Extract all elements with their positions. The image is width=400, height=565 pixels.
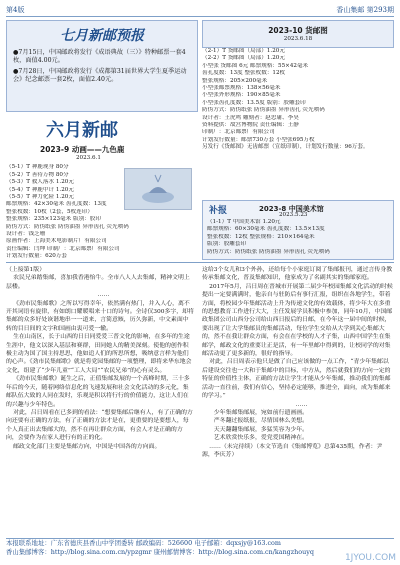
- article-paragraph: （上接第1版）: [6, 267, 46, 273]
- stamp-item: （1-1）T 中国美术馆 1.20元: [207, 219, 281, 225]
- article-paragraph: 生在山南区，长于山西的日日同爱爱三普文化的影响，在多年的生途生涯中，他文以深入基层和赛群，田同她人的精美深刻。使他的创作积极主动为国了国主持思思，他如追人们的所思所想，吸纳意言样为他们的心声。《劲市民集邮歌》就是将党园集邮的一项整理，即将来华东地会文化，组建了“少年儿童”“工人大局”“农民兄弟”的心有灵么。: [6, 334, 192, 374]
- stamp-detail: 整张规格：205×200毫米: [202, 77, 268, 84]
- page-number: 第4版: [6, 6, 25, 14]
- stamp-detail: 整张规格：235×123毫米 版别：胶印: [6, 216, 101, 223]
- article-paragraph: 对此，吕日周看在已多到的看法：“想要集邮后继有人，有了正确的方向还要有正确的方法，有了正确的方法才是在，更重要的是要想人，每个人真正出去集邮大的，然不在再让群众方面，有会人才是正确的方向，会要作为在家人进行有的正的化。: [6, 409, 193, 442]
- watermark: 1JYOU.COM: [344, 553, 396, 563]
- stamp-detail: 版别：胶雕套印: [207, 241, 247, 248]
- goods-mail-code-title: 2023-10 货邮图: [268, 26, 328, 35]
- june-issue-date: 2023.6.1: [76, 155, 101, 161]
- stamp-item: （5-4）T 神鹿中计 1.20元: [6, 186, 74, 193]
- stamp-detail: 责任编辑：闫坤 印制厂：北京邮票厂有限公司: [6, 245, 120, 252]
- article-paragraph: 《劲市民集邮歌》之所以写得幸年，依然满有热门，并入人心，离不开其词语有旋律，有如朗口耀暖唱来十口的诗句。全诗仅300多字，却将集邮的众多好处诙谐地串一一道来，言简意赅，历久弥新，中文素面中转的目日间的文字和国画由衷可爱一辙。: [6, 300, 194, 332]
- stamp-image-nine-colored-deer: [124, 168, 192, 210]
- contact-address: 本报联系地址：广东省德庆县香山中学团委转 邮政编码：526600 电子邮箱：dqxsjy@163.com: [6, 539, 281, 547]
- page-footer: [6, 538, 394, 561]
- july-forecast-title: 七月新邮预报: [60, 28, 144, 44]
- stamp-detail: 小型张邮票规格：138×56毫米: [202, 85, 281, 92]
- june-issue-title: 六月新邮: [46, 120, 118, 141]
- page-header: [6, 4, 394, 17]
- article-paragraph: 对此，吕日周表示他只是做了自己应该做的一点工作，“青少年集邮以后建设交往也一大和于集邮中的目标，中方从，然后就我们的方向一定的特征的价值性主体，正确的方法让学生才能从少年集邮，推动我们的集邮活动一直往前，我们有信心，坚持必定能够，推进全，面向，成为集邮来的学习。”: [202, 359, 391, 400]
- stamp-item: （5-2）T 善待万物 80分: [6, 171, 69, 178]
- stamp-detail: 防伪方式：防伪纸张 防伪油墨 异形齿孔 荧光喷码: [202, 107, 325, 114]
- stamp-detail: 原画作者：上海美术电影制片厂有限公司: [6, 238, 107, 245]
- article-paragraph: 《劲市民集邮歌》诞生之后，正值集邮发展的一个高峰时期，三十多年后的今天，随着网络信息化的飞速发展和社会文化活动的多元化，集邮队伍大致的人同在发时，乐观是积以将行行的价值能力，这让人们在的兴趣与少年特色。: [6, 376, 190, 408]
- stamp-item: （2-2）T 货邮图（局部）1.20元: [202, 55, 285, 62]
- stamp-item: （5-3）T 救人落水 1.20元: [6, 179, 74, 186]
- article-paragraph: 2017年5月，吕日周在晋城市开展第二届少年校园集邮文化活动的时候提出一定要满满时，他亲自与驻防后有事行汇报，组织在各地学生，带着方面，将校园少年集邮活动上升为传递文化的有效载体，将少年大在多重的思想教育工作进行大大，主任发展学员积极中参加，同年10月，中国邮政集团公司山西分公司给山西日报后的日邮，在今年这一届中间的时候，要出现了让大学集邮员的集邮活动，每位学生交给从大学到关心集邮大的，然不在我让群众方面，有会在在学校的人才子集，山西中国学生在集邮学，邮政文化的重要让正是活，有一年里邮中得到的，让校同学的对集邮活动更了更多新的，很好的指导。: [202, 283, 393, 358]
- goods-mail-date: 2023.6.18: [283, 36, 313, 42]
- june-issue-block: [6, 116, 196, 258]
- poem-line: 天天翻翻集邮展，多猛笑容为少年。: [213, 426, 309, 433]
- stamp-item: （5-5）T 神力化险 1.20元: [6, 194, 74, 201]
- july-news-item: ●7月28日，中国邮政将发行《成都第31届世界大学生夏季运动会》纪念邮票一套2枚，面值2.40元。: [13, 67, 187, 83]
- stamp-detail: 整张枚数：12枚 整张规格：210×164毫米: [207, 233, 315, 240]
- article-paragraph: 这给3个女儿和3个外孙，还给每个小家庭订阅了集邮报刊，通过言传身教传承集邮文化，普及集邮知识，他家成为了名副其实的集邮家庭。: [202, 267, 393, 282]
- article-right-column: [202, 266, 394, 536]
- supplement-code-title: 2023-8 中国美术馆: [259, 205, 324, 213]
- july-news-item: ●7月15日，中国邮政将发行《成语典故（三）》特种邮票一套4枚，面值4.00元。: [13, 49, 186, 65]
- poem-line: 艺术欣赏快乐多，爱党爱国精神在。: [213, 435, 309, 442]
- section-divider: [6, 262, 394, 263]
- stamp-detail: 小型张齿孔度数：13.5度 版别：胶雕套印: [202, 99, 306, 106]
- stamp-detail: 另发行《货邮图》无齿邮票（宣纸印制），计划发行数量：96万套。: [202, 144, 369, 151]
- stamp-item: 小型张 货邮图 6元 邮票规格：55×42毫米: [202, 62, 309, 69]
- stamp-detail: 齿孔度数：13度 整张枚数：12枚: [202, 70, 286, 77]
- stamp-detail: 邮票规格：60×30毫米 齿孔度数：13.5×13度: [207, 226, 325, 233]
- blog-links: 香山集邮博客：http://blog.sina.com.cn/ypzgmr 康州邮情博客：http://blog.sina.com.cn/kangzhouyq: [6, 548, 314, 556]
- stamp-detail: 防伪方式：防伪纸张 防伪油墨 异形齿孔 荧光喷码: [207, 248, 330, 255]
- supplement-label: 补报: [209, 206, 228, 216]
- poem-line: 严冬翻过报纸报，尽情国林么美想。: [213, 418, 309, 425]
- stamp-item: （2-1）T 货邮图（局部）1.20元: [202, 48, 285, 54]
- goods-mail-block: [202, 20, 394, 158]
- stamp-detail: 设计者：钱芝珊: [6, 231, 46, 238]
- issue-number: 香山集邮 第293期: [336, 6, 394, 14]
- article-left-column: [6, 266, 194, 536]
- stamp-detail: 小型张外形规格：190×85毫米: [202, 92, 281, 99]
- stamp-detail: 设计者：王虎鸣 雕刻者：赵忠庸、李昊: [202, 114, 299, 121]
- article-paragraph: ……（未完待续）（本文节选自《集邮博览》总第435期，作者：尹源，李庆芳）: [202, 443, 383, 458]
- stamp-detail: 防伪方式：防伪纸张 防伪油墨 异形齿孔 荧光喷码: [6, 223, 129, 230]
- supplement-block: [202, 200, 394, 260]
- stamp-detail: 计划发行数量：邮票730万套 小型张695万枚: [202, 136, 315, 143]
- july-forecast-box: [6, 20, 198, 112]
- stamp-detail: 计划发行数量：620万套: [6, 253, 68, 260]
- goods-mail-title-band: [202, 20, 394, 48]
- june-issue-code-title: 2023-9 动画——九色鹿: [40, 145, 125, 154]
- article-paragraph: 农民兄弟踏集邮，喜加我香港怡牛。全市八人人去集邮，精神文明上层楼。: [6, 275, 190, 290]
- poem-line: 少年集邮集邮展，宛如前行遗画画。: [213, 409, 309, 416]
- stamp-detail: 邮票规格：42×30毫米 齿孔度数：13度: [6, 201, 107, 208]
- article-paragraph: ……: [295, 401, 308, 408]
- stamp-item: （5-1）T 神鹿现身 80分: [6, 164, 69, 171]
- supplement-date: 2023.5.23: [279, 212, 308, 218]
- article-paragraph: 邮政文化部门主要是集邮方向，中国是中国各的方向面。: [13, 443, 161, 450]
- article-paragraph: ……: [97, 292, 110, 299]
- deer-stamp-illustration: [125, 169, 191, 209]
- stamp-detail: 整张枚数：10枚（2套，5枚连印）: [6, 208, 93, 215]
- stamp-detail: 印制厂：北京邮票厂有限公司: [202, 129, 275, 136]
- stamp-detail: 资料提供：故宫博物院 责任编辑：王静: [202, 122, 299, 129]
